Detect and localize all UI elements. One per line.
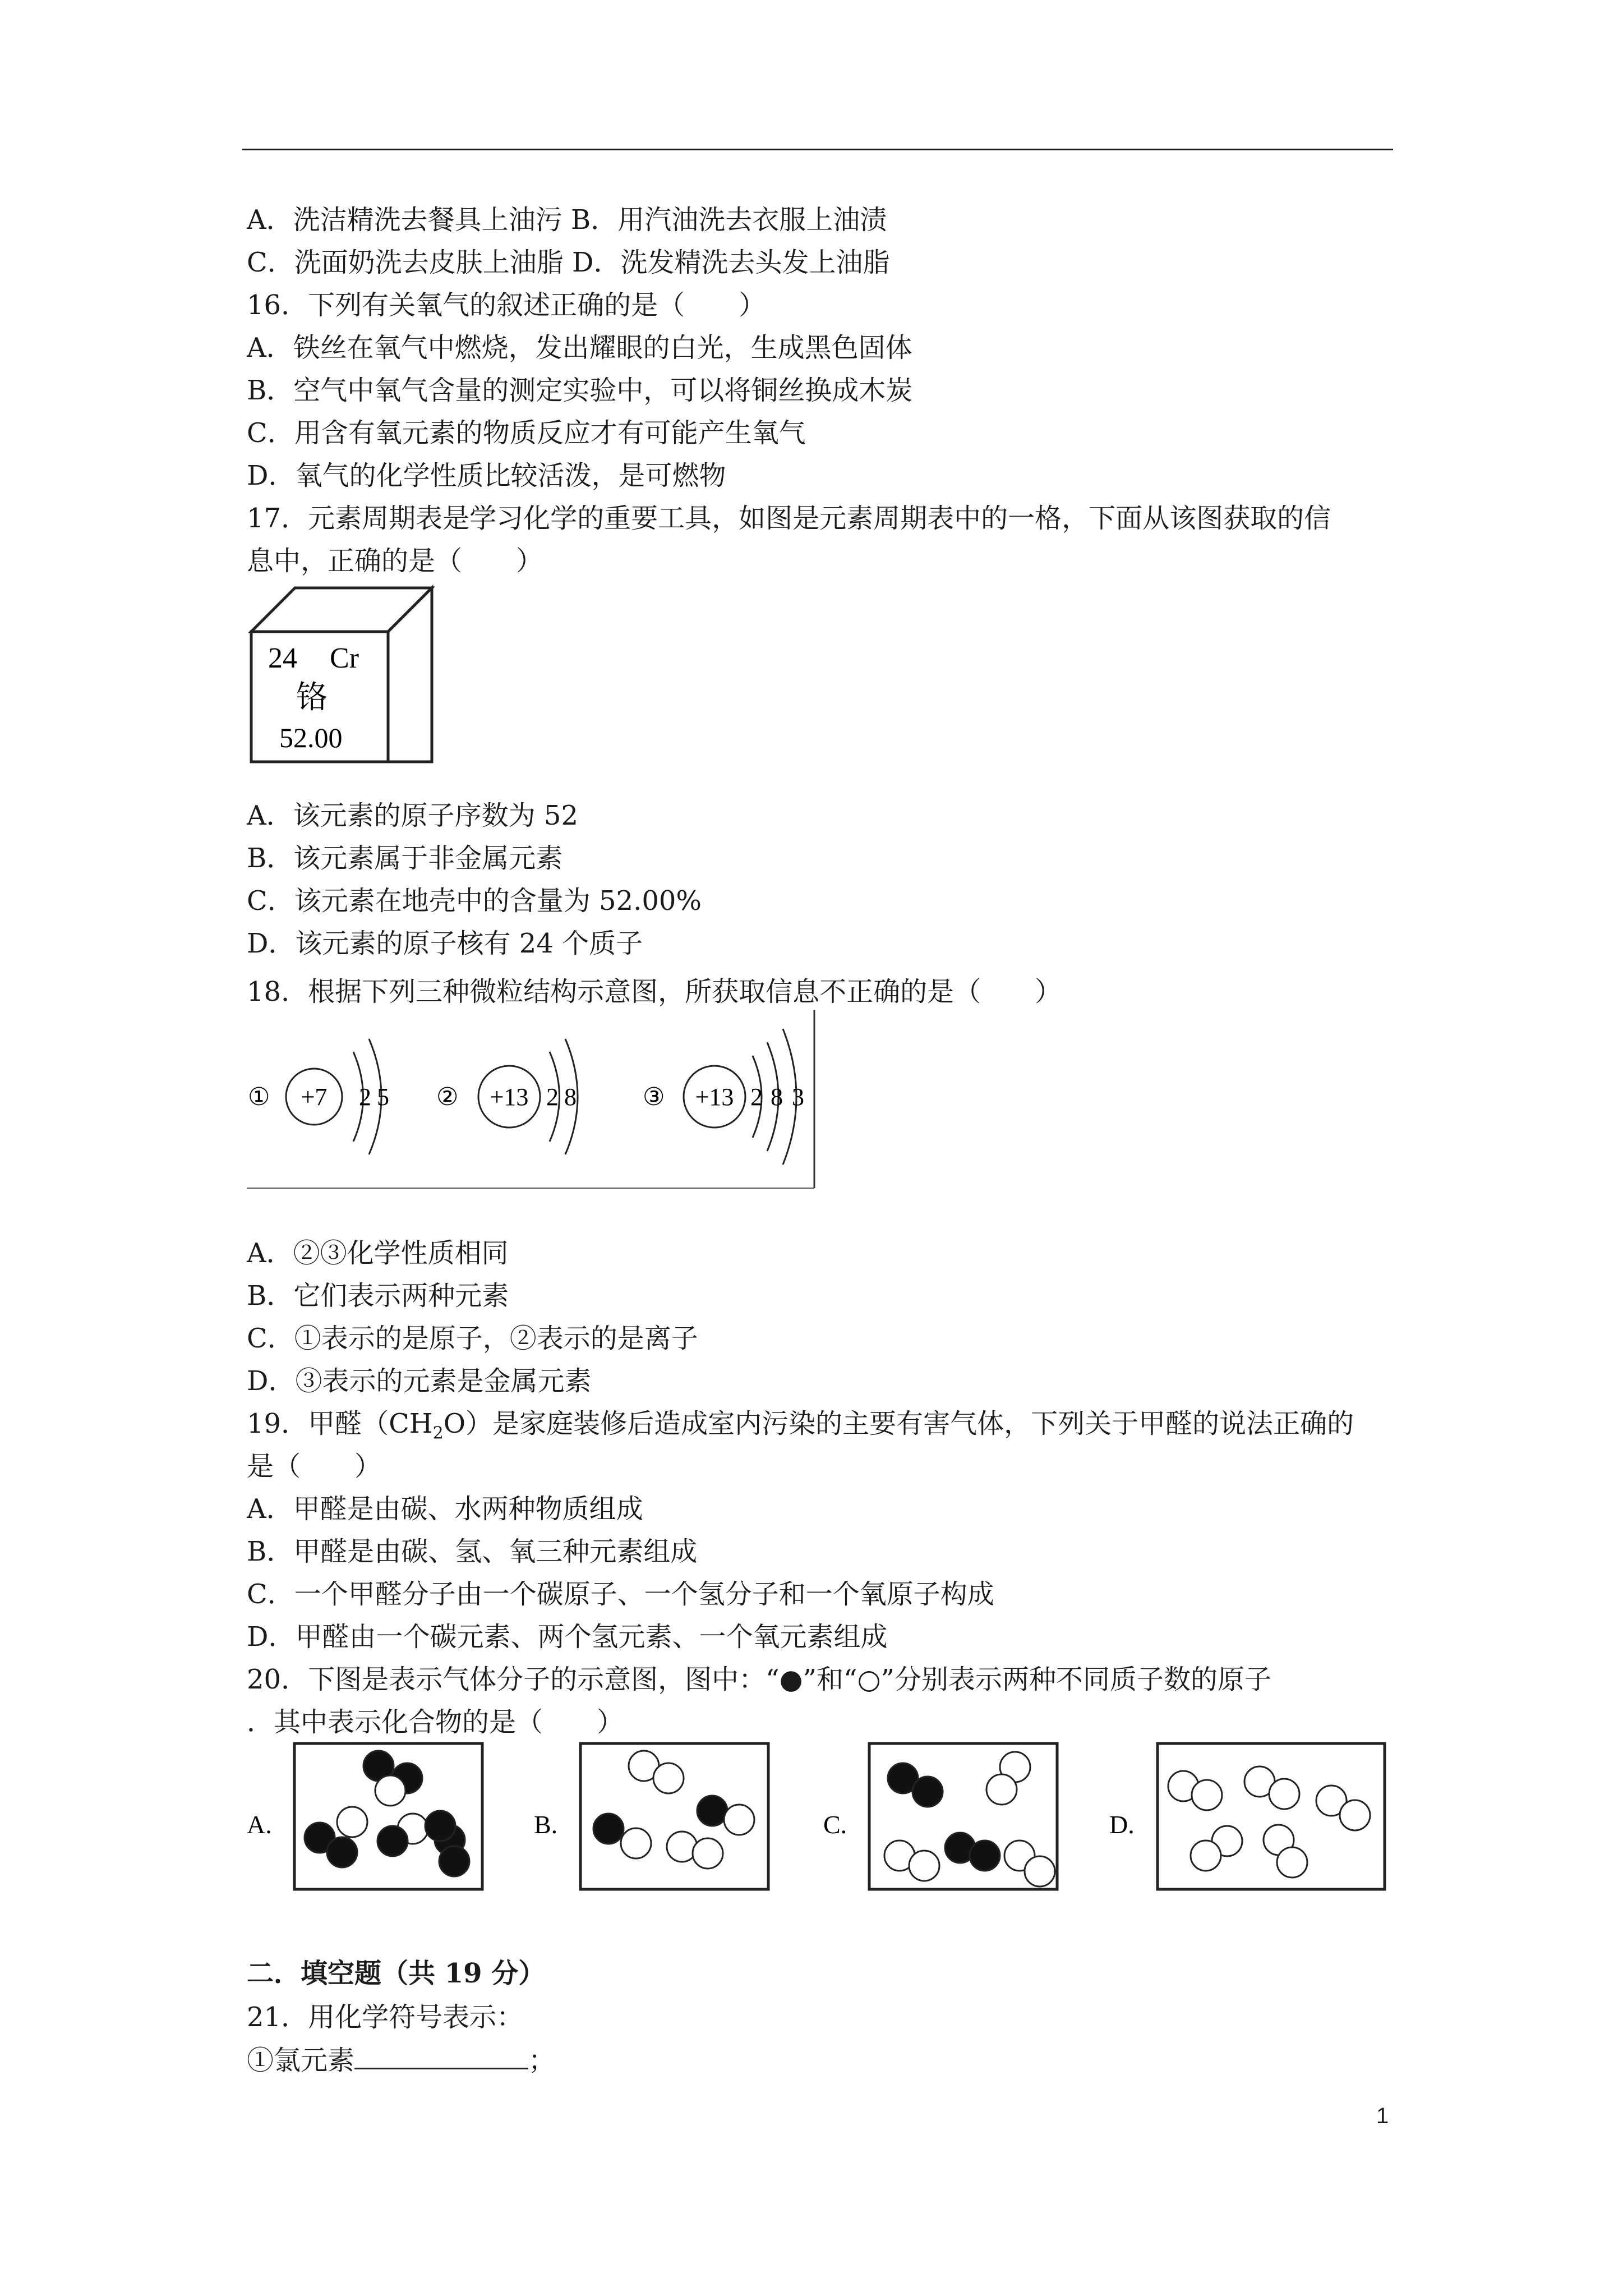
q16-stem: 16．下列有关氧气的叙述正确的是（ ） <box>247 289 766 321</box>
diagram-3-label: ③ <box>643 1083 665 1111</box>
q17-option-b: B．该元素属于非金属元素 <box>247 843 563 874</box>
q18-stem: 18．根据下列三种微粒结构示意图，所获取信息不正确的是（ ） <box>247 976 1062 1007</box>
atom-diagram-1 <box>248 1039 389 1154</box>
diagram-2-nucleus: +13 <box>490 1083 529 1111</box>
page-number: 1 <box>1376 2104 1389 2128</box>
diagram-3-shell-3: 3 <box>792 1083 804 1111</box>
q18-option-a: A．②③化学性质相同 <box>247 1237 509 1269</box>
q17-stem-line1: 17．元素周期表是学习化学的重要工具，如图是元素周期表中的一格，下面从该图获取的信 <box>247 503 1331 534</box>
molecule-options-figure <box>241 1733 1396 1907</box>
q19-option-d: D．甲醛由一个碳元素、两个氢元素、一个氧元素组成 <box>247 1621 888 1653</box>
q20-option-label-c: C. <box>823 1810 847 1839</box>
q17-stem-line2: 息中，正确的是（ ） <box>247 545 543 577</box>
diagram-1-nucleus: +7 <box>301 1083 328 1111</box>
q20-stem-line2: ．其中表示化合物的是（ ） <box>247 1706 624 1738</box>
element-name: 铬 <box>296 680 328 715</box>
q19-stem-line1: 19．甲醛$(CH_2O)$是家庭装修后造成室内污染的主要有害气体，下列关于甲醛的说法正确的 <box>247 1408 1354 1443</box>
q19-option-c: C．一个甲醛分子由一个碳原子、一个氢分子和一个氧原子构成 <box>247 1579 994 1610</box>
q20-option-label-a: A. <box>247 1810 272 1839</box>
q17-option-c: C．该元素在地壳中的含量为 52.00% <box>247 885 702 917</box>
q21-stem: 21．用化学符号表示： <box>247 2001 524 2033</box>
q19-option-a: A．甲醛是由碳、水两种物质组成 <box>247 1493 643 1525</box>
element-cell-figure <box>247 583 437 771</box>
diagram-3-nucleus: +13 <box>695 1083 734 1111</box>
diagram-2-shell-1: 2 <box>546 1083 559 1111</box>
element-symbol: Cr <box>330 642 359 674</box>
q16-option-c: C．用含有氧元素的物质反应才有可能产生氧气 <box>247 417 806 449</box>
section-2-heading: 二．填空题（共 19 分） <box>247 1958 546 1989</box>
diagram-3-shell-2: 8 <box>771 1083 783 1111</box>
atomic-structure-figure <box>247 1010 819 1189</box>
q20-option-label-d: D. <box>1109 1810 1135 1839</box>
q16-option-a: A．铁丝在氧气中燃烧，发出耀眼的白光，生成黑色固体 <box>247 332 912 364</box>
q19-stem-line2: 是（ ） <box>247 1451 382 1482</box>
q18-option-d: D．③表示的元素是金属元素 <box>247 1365 592 1397</box>
q21-item-1-blank[interactable] <box>354 2043 528 2069</box>
q16-option-b: B．空气中氧气含量的测定实验中，可以将铜丝换成木炭 <box>247 375 913 406</box>
diagram-1-shell-2: 5 <box>377 1083 389 1111</box>
q20-stem-line1: 20．下图是表示气体分子的示意图，图中：“●”和“○”分别表示两种不同质子数的原子 <box>247 1664 1272 1695</box>
q16-option-d: D．氧气的化学性质比较活泼，是可燃物 <box>247 460 726 491</box>
q18-option-b: B．它们表示两种元素 <box>247 1280 509 1312</box>
diagram-1-shell-1: 2 <box>359 1083 371 1111</box>
element-mass: 52.00 <box>279 722 343 753</box>
atom-diagram-3 <box>643 1029 804 1165</box>
diagram-2-shell-2: 8 <box>564 1083 577 1111</box>
diagram-2-label: ② <box>436 1083 459 1111</box>
diagram-1-label: ① <box>248 1083 270 1111</box>
q18-option-c: C．①表示的是原子，②表示的是离子 <box>247 1323 698 1354</box>
q17-option-d: D．该元素的原子核有 24 个质子 <box>247 928 643 959</box>
q21-item-1: ①氯元素 ； <box>247 2043 555 2077</box>
element-number: 24 <box>268 642 297 674</box>
atom-diagram-2 <box>436 1039 578 1154</box>
q17-option-a: A．该元素的原子序数为 52 <box>247 800 579 831</box>
diagram-3-shell-1: 2 <box>750 1083 763 1111</box>
q19-option-b: B．甲醛是由碳、氢、氧三种元素组成 <box>247 1536 698 1567</box>
q20-option-label-b: B. <box>534 1810 558 1839</box>
header-rule <box>242 149 1393 150</box>
q15-option-cd: C．洗面奶洗去皮肤上油脂 D．洗发精洗去头发上油脂 <box>247 247 890 278</box>
q15-option-ab: A．洗洁精洗去餐具上油污 B．用汽油洗去衣服上油渍 <box>247 204 887 236</box>
